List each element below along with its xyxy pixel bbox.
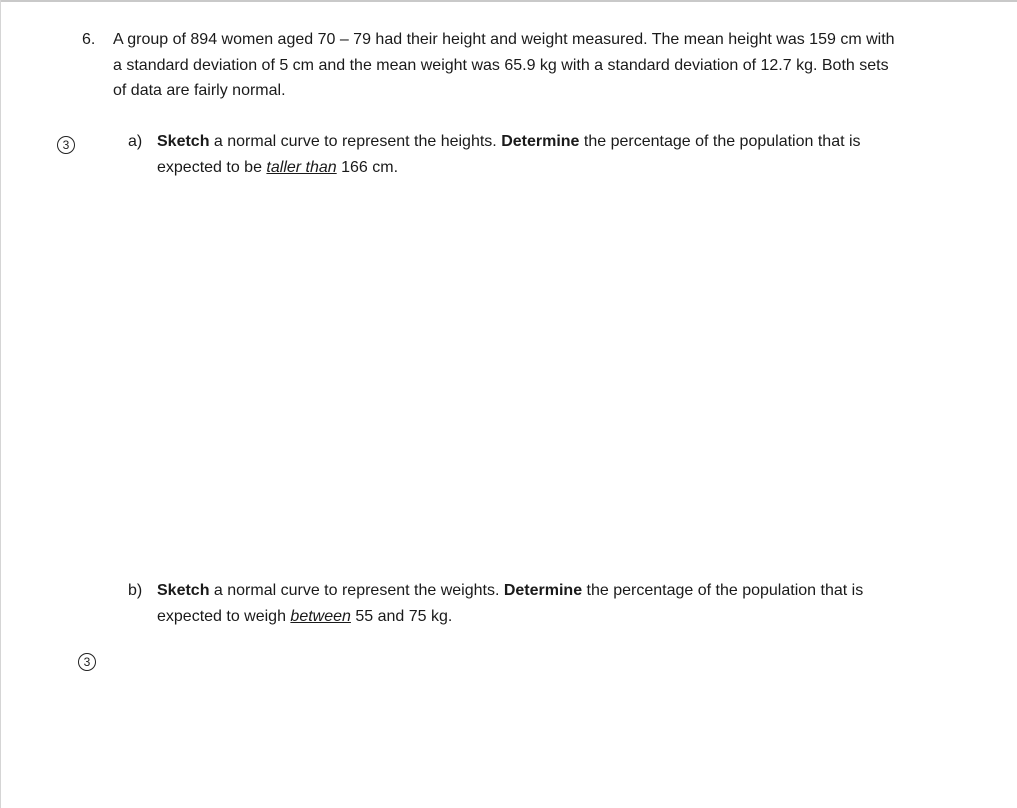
part-b-text-segment: a normal curve to represent the weights.: [209, 582, 504, 599]
part-a-text-segment: the percentage of the population that is: [579, 133, 861, 150]
emphasis-taller-than: taller than: [266, 158, 337, 176]
part-b-text: [157, 578, 957, 629]
page-left-border: [0, 0, 1, 808]
part-a-line-1: [157, 129, 957, 155]
sketch-verb: Sketch: [157, 133, 210, 150]
part-b-line-2: [157, 604, 957, 630]
part-a-text-segment: expected to be: [157, 158, 267, 176]
part-b-line-1: [157, 578, 957, 604]
question-number: 6.: [82, 31, 96, 48]
emphasis-between: between: [290, 607, 351, 625]
question-stem-line: a standard deviation of 5 cm and the mean weight was 65.9 kg with a standard deviation of 12.7 kg. Both sets: [113, 56, 889, 74]
part-a-marks-badge: 3: [57, 136, 75, 154]
part-a-text-segment: 166 cm.: [336, 158, 399, 176]
part-a-text-segment: a normal curve to represent the heights.: [209, 133, 502, 150]
part-a-text: [157, 129, 957, 180]
page-top-border: [0, 0, 1017, 2]
determine-verb: Determine: [501, 133, 580, 150]
part-b-letter: b): [128, 582, 143, 599]
question-stem: [113, 27, 953, 104]
question-stem-line: A group of 894 women aged 70 – 79 had their height and weight measured. The mean height was 159 cm with: [113, 31, 895, 48]
part-b-text-segment: 55 and 75 kg.: [350, 607, 453, 625]
question-stem-line: of data are fairly normal.: [113, 82, 286, 99]
part-b-text-segment: the percentage of the population that is: [582, 582, 864, 599]
part-a-line-2: [157, 155, 957, 181]
part-a-letter: a): [128, 133, 143, 150]
determine-verb: Determine: [503, 582, 583, 599]
part-b-marks-badge: 3: [78, 653, 96, 671]
part-b-text-segment: expected to weigh: [157, 607, 291, 625]
sketch-verb: Sketch: [157, 582, 210, 599]
